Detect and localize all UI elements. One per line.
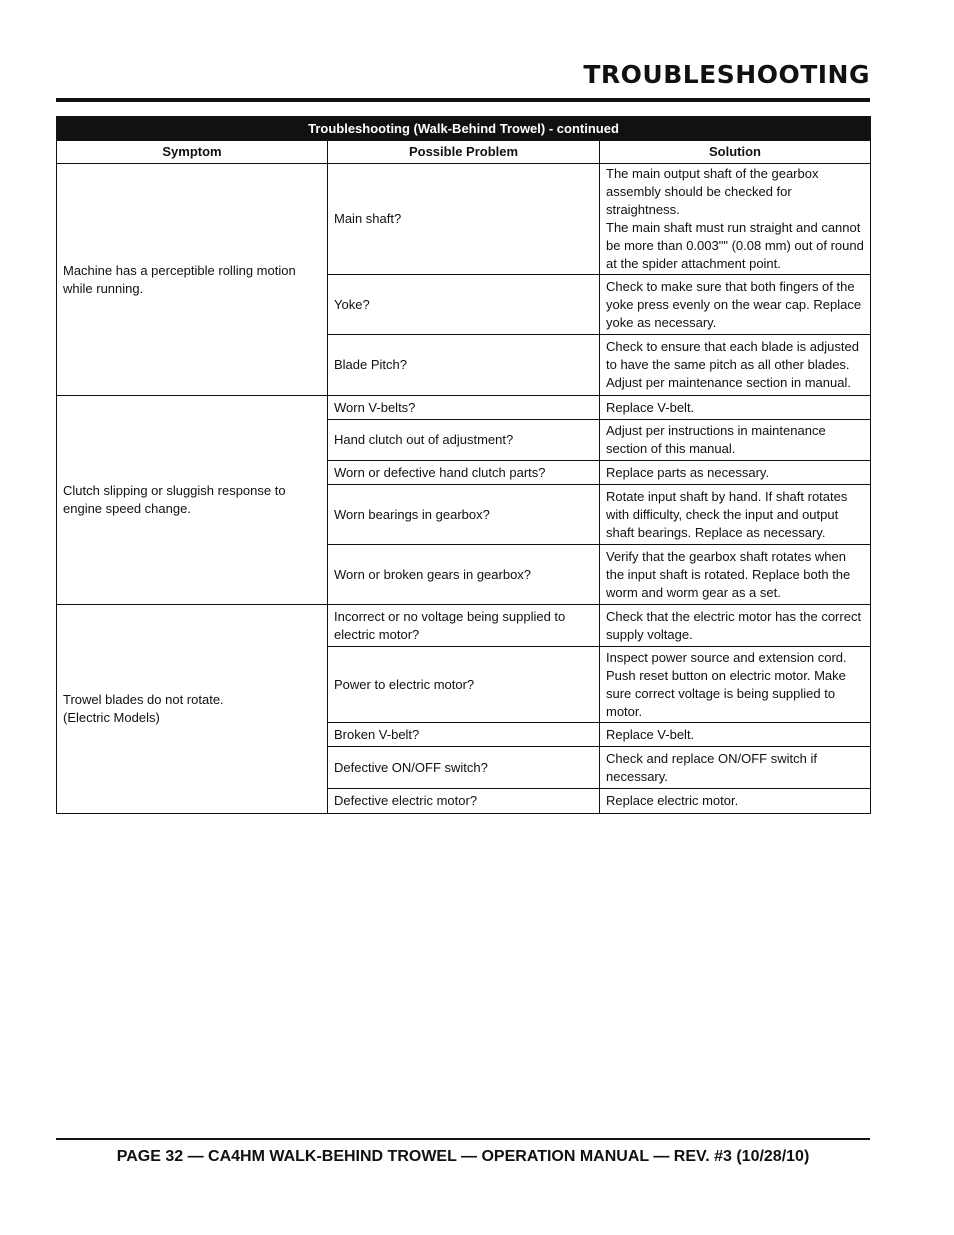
solution-line: worm and worm gear as a set.: [606, 584, 781, 600]
problem-cell: [328, 420, 600, 461]
problem-line: Incorrect or no voltage being supplied to: [334, 608, 566, 624]
solution-line: Inspect power source and extension cord.: [606, 649, 847, 665]
problem-line: Broken V-belt?: [334, 726, 420, 742]
solution-line: Replace electric motor.: [606, 793, 739, 808]
solution-cell: [600, 545, 871, 605]
table-row: [57, 605, 871, 647]
column-header-solution: Solution: [600, 141, 871, 164]
problem-line: electric motor?: [334, 626, 420, 642]
solution-line: yoke as necessary.: [606, 314, 717, 330]
solution-cell: [600, 747, 871, 789]
problem-cell: [328, 545, 600, 605]
symptom-line: (Electric Models): [63, 710, 160, 725]
solution-line: Replace parts as necessary.: [606, 464, 770, 480]
solution-line: section of this manual.: [606, 441, 736, 456]
solution-line: The main output shaft of the gearbox: [606, 166, 819, 181]
problem-line: Worn V-belts?: [334, 399, 416, 415]
solution-cell: [600, 461, 871, 485]
table-row: [57, 164, 871, 275]
problem-line: Blade Pitch?: [334, 357, 407, 372]
problem-cell: [328, 485, 600, 545]
solution-line: Check that the electric motor has the correct: [606, 608, 862, 624]
solution-line: at the spider attachment point.: [606, 256, 781, 271]
footer-rule: [56, 1138, 870, 1140]
solution-cell: [600, 396, 871, 420]
solution-line: Adjust per instructions in maintenance: [606, 423, 826, 438]
symptom-line: while running.: [63, 280, 144, 296]
solution-line: with difficulty, check the input and output: [606, 506, 839, 522]
symptom-line: engine speed change.: [63, 501, 191, 516]
column-header-symptom: Symptom: [57, 141, 328, 164]
solution-line: Check and replace ON/OFF switch if: [606, 750, 817, 766]
solution-cell: [600, 605, 871, 647]
problem-line: Defective electric motor?: [334, 793, 478, 808]
solution-cell: [600, 789, 871, 814]
problem-cell: [328, 723, 600, 747]
troubleshooting-table: [56, 116, 871, 814]
symptom-cell: [57, 605, 328, 814]
symptom-cell: [57, 164, 328, 396]
title-rule: [56, 98, 870, 102]
problem-cell: [328, 461, 600, 485]
solution-line: motor.: [606, 703, 643, 719]
column-header-possible-problem: Possible Problem: [328, 141, 600, 164]
solution-cell: [600, 335, 871, 396]
problem-line: Worn bearings in gearbox?: [334, 506, 490, 522]
symptom-line: Machine has a perceptible rolling motion: [63, 262, 296, 278]
problem-cell: [328, 647, 600, 723]
solution-line: yoke press evenly on the wear cap. Replace: [606, 296, 862, 312]
symptom-line: Clutch slipping or sluggish response to: [63, 483, 286, 498]
problem-line: Worn or broken gears in gearbox?: [334, 566, 532, 582]
symptom-cell: [57, 396, 328, 605]
solution-line: sure correct voltage is being supplied to: [606, 685, 836, 701]
problem-line: Main shaft?: [334, 211, 402, 226]
solution-line: to have the same pitch as all other blades.: [606, 357, 850, 372]
solution-cell: [600, 485, 871, 545]
solution-line: Replace V-belt.: [606, 726, 695, 742]
problem-cell: [328, 335, 600, 396]
solution-line: supply voltage.: [606, 626, 693, 642]
problem-line: Worn or defective hand clutch parts?: [334, 464, 546, 480]
solution-cell: [600, 275, 871, 335]
solution-cell: [600, 647, 871, 723]
problem-line: Defective ON/OFF switch?: [334, 759, 488, 775]
problem-cell: [328, 164, 600, 275]
problem-cell: [328, 747, 600, 789]
symptom-line: Trowel blades do not rotate.: [63, 692, 224, 707]
table-caption: Troubleshooting (Walk-Behind Trowel) - continued: [57, 117, 871, 141]
problem-line: Power to electric motor?: [334, 676, 475, 692]
solution-line: be more than 0.003"" (0.08 mm) out of round: [606, 238, 864, 253]
solution-line: Push reset button on electric motor. Make: [606, 667, 846, 683]
solution-cell: [600, 420, 871, 461]
solution-line: Replace V-belt.: [606, 399, 695, 415]
solution-cell: [600, 164, 871, 275]
page-footer: PAGE 32 — CA4HM WALK-BEHIND TROWEL — OPERATION MANUAL — REV. #3 (10/28/10): [116, 1148, 810, 1165]
solution-line: necessary.: [606, 768, 668, 784]
problem-cell: [328, 396, 600, 420]
solution-line: assembly should be checked for straightness.: [606, 184, 792, 217]
solution-line: the input shaft is rotated. Replace both the: [606, 566, 851, 582]
problem-line: Hand clutch out of adjustment?: [334, 432, 514, 447]
solution-line: Check to make sure that both fingers of the: [606, 278, 855, 294]
problem-cell: [328, 605, 600, 647]
solution-line: The main shaft must run straight and cannot: [606, 220, 861, 235]
problem-cell: [328, 789, 600, 814]
solution-line: Verify that the gearbox shaft rotates when: [606, 548, 846, 564]
table-row: [57, 396, 871, 420]
solution-cell: [600, 723, 871, 747]
problem-line: Yoke?: [334, 296, 370, 312]
page-title: TROUBLESHOOTING: [583, 60, 870, 89]
solution-line: Adjust per maintenance section in manual.: [606, 375, 851, 390]
solution-line: shaft bearings. Replace as necessary.: [606, 524, 826, 540]
solution-line: Rotate input shaft by hand. If shaft rotates: [606, 488, 848, 504]
solution-line: Check to ensure that each blade is adjusted: [606, 339, 859, 354]
problem-cell: [328, 275, 600, 335]
table-body: [57, 164, 871, 814]
